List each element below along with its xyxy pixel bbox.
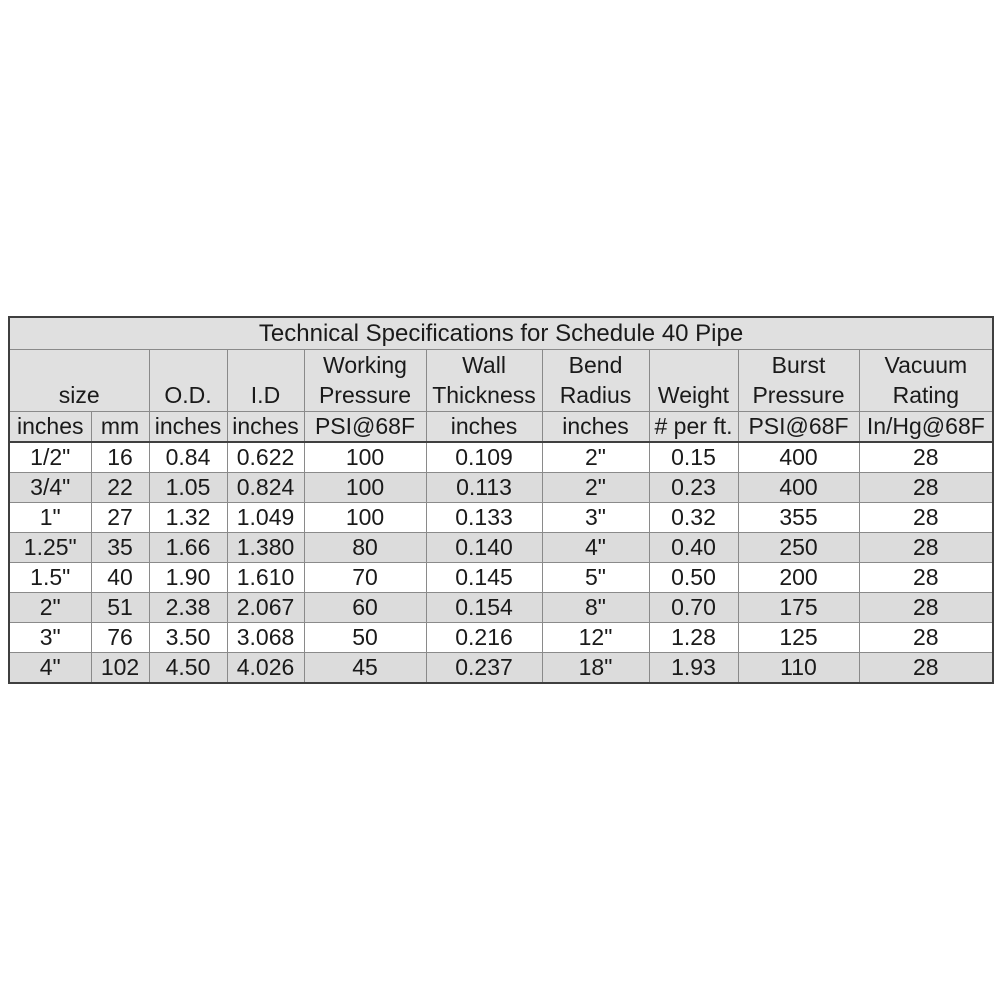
table-cell: 0.15 <box>649 442 738 473</box>
table-cell: 0.109 <box>426 442 542 473</box>
table-cell: 110 <box>738 653 859 684</box>
table-cell: 28 <box>859 533 993 563</box>
table-cell: 28 <box>859 563 993 593</box>
table-title-row <box>9 317 993 350</box>
table-cell: 3/4" <box>9 473 91 503</box>
table-cell: 28 <box>859 442 993 473</box>
table-cell: 28 <box>859 623 993 653</box>
table-cell: 3" <box>9 623 91 653</box>
column-group-working-pressure: Working Pressure <box>304 350 426 412</box>
table-cell: 100 <box>304 442 426 473</box>
table-row <box>9 533 993 563</box>
unit-weight: # per ft. <box>649 412 738 443</box>
table-cell: 400 <box>738 473 859 503</box>
table-row <box>9 653 993 684</box>
unit-wall-thickness: inches <box>426 412 542 443</box>
table-cell: 1.28 <box>649 623 738 653</box>
table-cell: 1.5" <box>9 563 91 593</box>
table-cell: 1.049 <box>227 503 304 533</box>
table-row <box>9 442 993 473</box>
table-cell: 100 <box>304 473 426 503</box>
table-cell: 0.113 <box>426 473 542 503</box>
table-cell: 400 <box>738 442 859 473</box>
table-cell: 2" <box>542 442 649 473</box>
table-cell: 5" <box>542 563 649 593</box>
table-cell: 1.32 <box>149 503 227 533</box>
unit-burst-pressure: PSI@68F <box>738 412 859 443</box>
column-group-size: size <box>9 350 149 412</box>
table-cell: 0.154 <box>426 593 542 623</box>
unit-od-inches: inches <box>149 412 227 443</box>
unit-vacuum-rating: In/Hg@68F <box>859 412 993 443</box>
table-cell: 70 <box>304 563 426 593</box>
table-cell: 355 <box>738 503 859 533</box>
table-cell: 8" <box>542 593 649 623</box>
table-cell: 28 <box>859 503 993 533</box>
column-group-burst-pressure: Burst Pressure <box>738 350 859 412</box>
table-cell: 2.067 <box>227 593 304 623</box>
table-cell: 125 <box>738 623 859 653</box>
table-cell: 45 <box>304 653 426 684</box>
unit-size-inches: inches <box>9 412 91 443</box>
table-cell: 0.84 <box>149 442 227 473</box>
table-cell: 28 <box>859 473 993 503</box>
table-cell: 0.216 <box>426 623 542 653</box>
table-cell: 4" <box>9 653 91 684</box>
table-cell: 28 <box>859 593 993 623</box>
table-cell: 1" <box>9 503 91 533</box>
unit-id-inches: inches <box>227 412 304 443</box>
column-group-bend-radius: Bend Radius <box>542 350 649 412</box>
table-cell: 0.50 <box>649 563 738 593</box>
table-cell: 1.90 <box>149 563 227 593</box>
column-group-wall-thickness: Wall Thickness <box>426 350 542 412</box>
table-cell: 60 <box>304 593 426 623</box>
table-cell: 80 <box>304 533 426 563</box>
table-cell: 40 <box>91 563 149 593</box>
table-units-row <box>9 412 993 443</box>
table-group-header-row <box>9 350 993 412</box>
table-cell: 1.05 <box>149 473 227 503</box>
table-row <box>9 473 993 503</box>
table-body <box>9 442 993 683</box>
table-cell: 35 <box>91 533 149 563</box>
table-cell: 3" <box>542 503 649 533</box>
column-group-vacuum-rating: Vacuum Rating <box>859 350 993 412</box>
table-cell: 28 <box>859 653 993 684</box>
table-cell: 0.824 <box>227 473 304 503</box>
table-cell: 0.133 <box>426 503 542 533</box>
table-cell: 175 <box>738 593 859 623</box>
table-cell: 200 <box>738 563 859 593</box>
table-cell: 102 <box>91 653 149 684</box>
table-cell: 3.068 <box>227 623 304 653</box>
table-title: Technical Specifications for Schedule 40 Pipe <box>9 317 993 350</box>
column-group-id: I.D <box>227 350 304 412</box>
unit-working-pressure: PSI@68F <box>304 412 426 443</box>
table-cell: 4.026 <box>227 653 304 684</box>
table-cell: 4" <box>542 533 649 563</box>
unit-size-mm: mm <box>91 412 149 443</box>
table-cell: 22 <box>91 473 149 503</box>
table-cell: 100 <box>304 503 426 533</box>
table-cell: 0.145 <box>426 563 542 593</box>
table-row <box>9 503 993 533</box>
table-row <box>9 593 993 623</box>
table-cell: 51 <box>91 593 149 623</box>
spec-table <box>8 316 994 684</box>
unit-bend-radius: inches <box>542 412 649 443</box>
table-cell: 4.50 <box>149 653 227 684</box>
table-row <box>9 623 993 653</box>
table-cell: 0.32 <box>649 503 738 533</box>
table-cell: 3.50 <box>149 623 227 653</box>
table-cell: 1/2" <box>9 442 91 473</box>
table-cell: 0.140 <box>426 533 542 563</box>
table-cell: 1.66 <box>149 533 227 563</box>
table-cell: 1.93 <box>649 653 738 684</box>
table-cell: 12" <box>542 623 649 653</box>
table-row <box>9 563 993 593</box>
table-cell: 2.38 <box>149 593 227 623</box>
table-cell: 0.622 <box>227 442 304 473</box>
table-cell: 2" <box>542 473 649 503</box>
table-cell: 76 <box>91 623 149 653</box>
table-cell: 16 <box>91 442 149 473</box>
table-cell: 1.25" <box>9 533 91 563</box>
table-cell: 1.610 <box>227 563 304 593</box>
table-cell: 18" <box>542 653 649 684</box>
table-cell: 1.380 <box>227 533 304 563</box>
table-cell: 0.23 <box>649 473 738 503</box>
table-cell: 0.40 <box>649 533 738 563</box>
column-group-od: O.D. <box>149 350 227 412</box>
table-cell: 27 <box>91 503 149 533</box>
table-cell: 250 <box>738 533 859 563</box>
table-cell: 0.70 <box>649 593 738 623</box>
table-cell: 2" <box>9 593 91 623</box>
table-cell: 0.237 <box>426 653 542 684</box>
table-cell: 50 <box>304 623 426 653</box>
column-group-weight: Weight <box>649 350 738 412</box>
